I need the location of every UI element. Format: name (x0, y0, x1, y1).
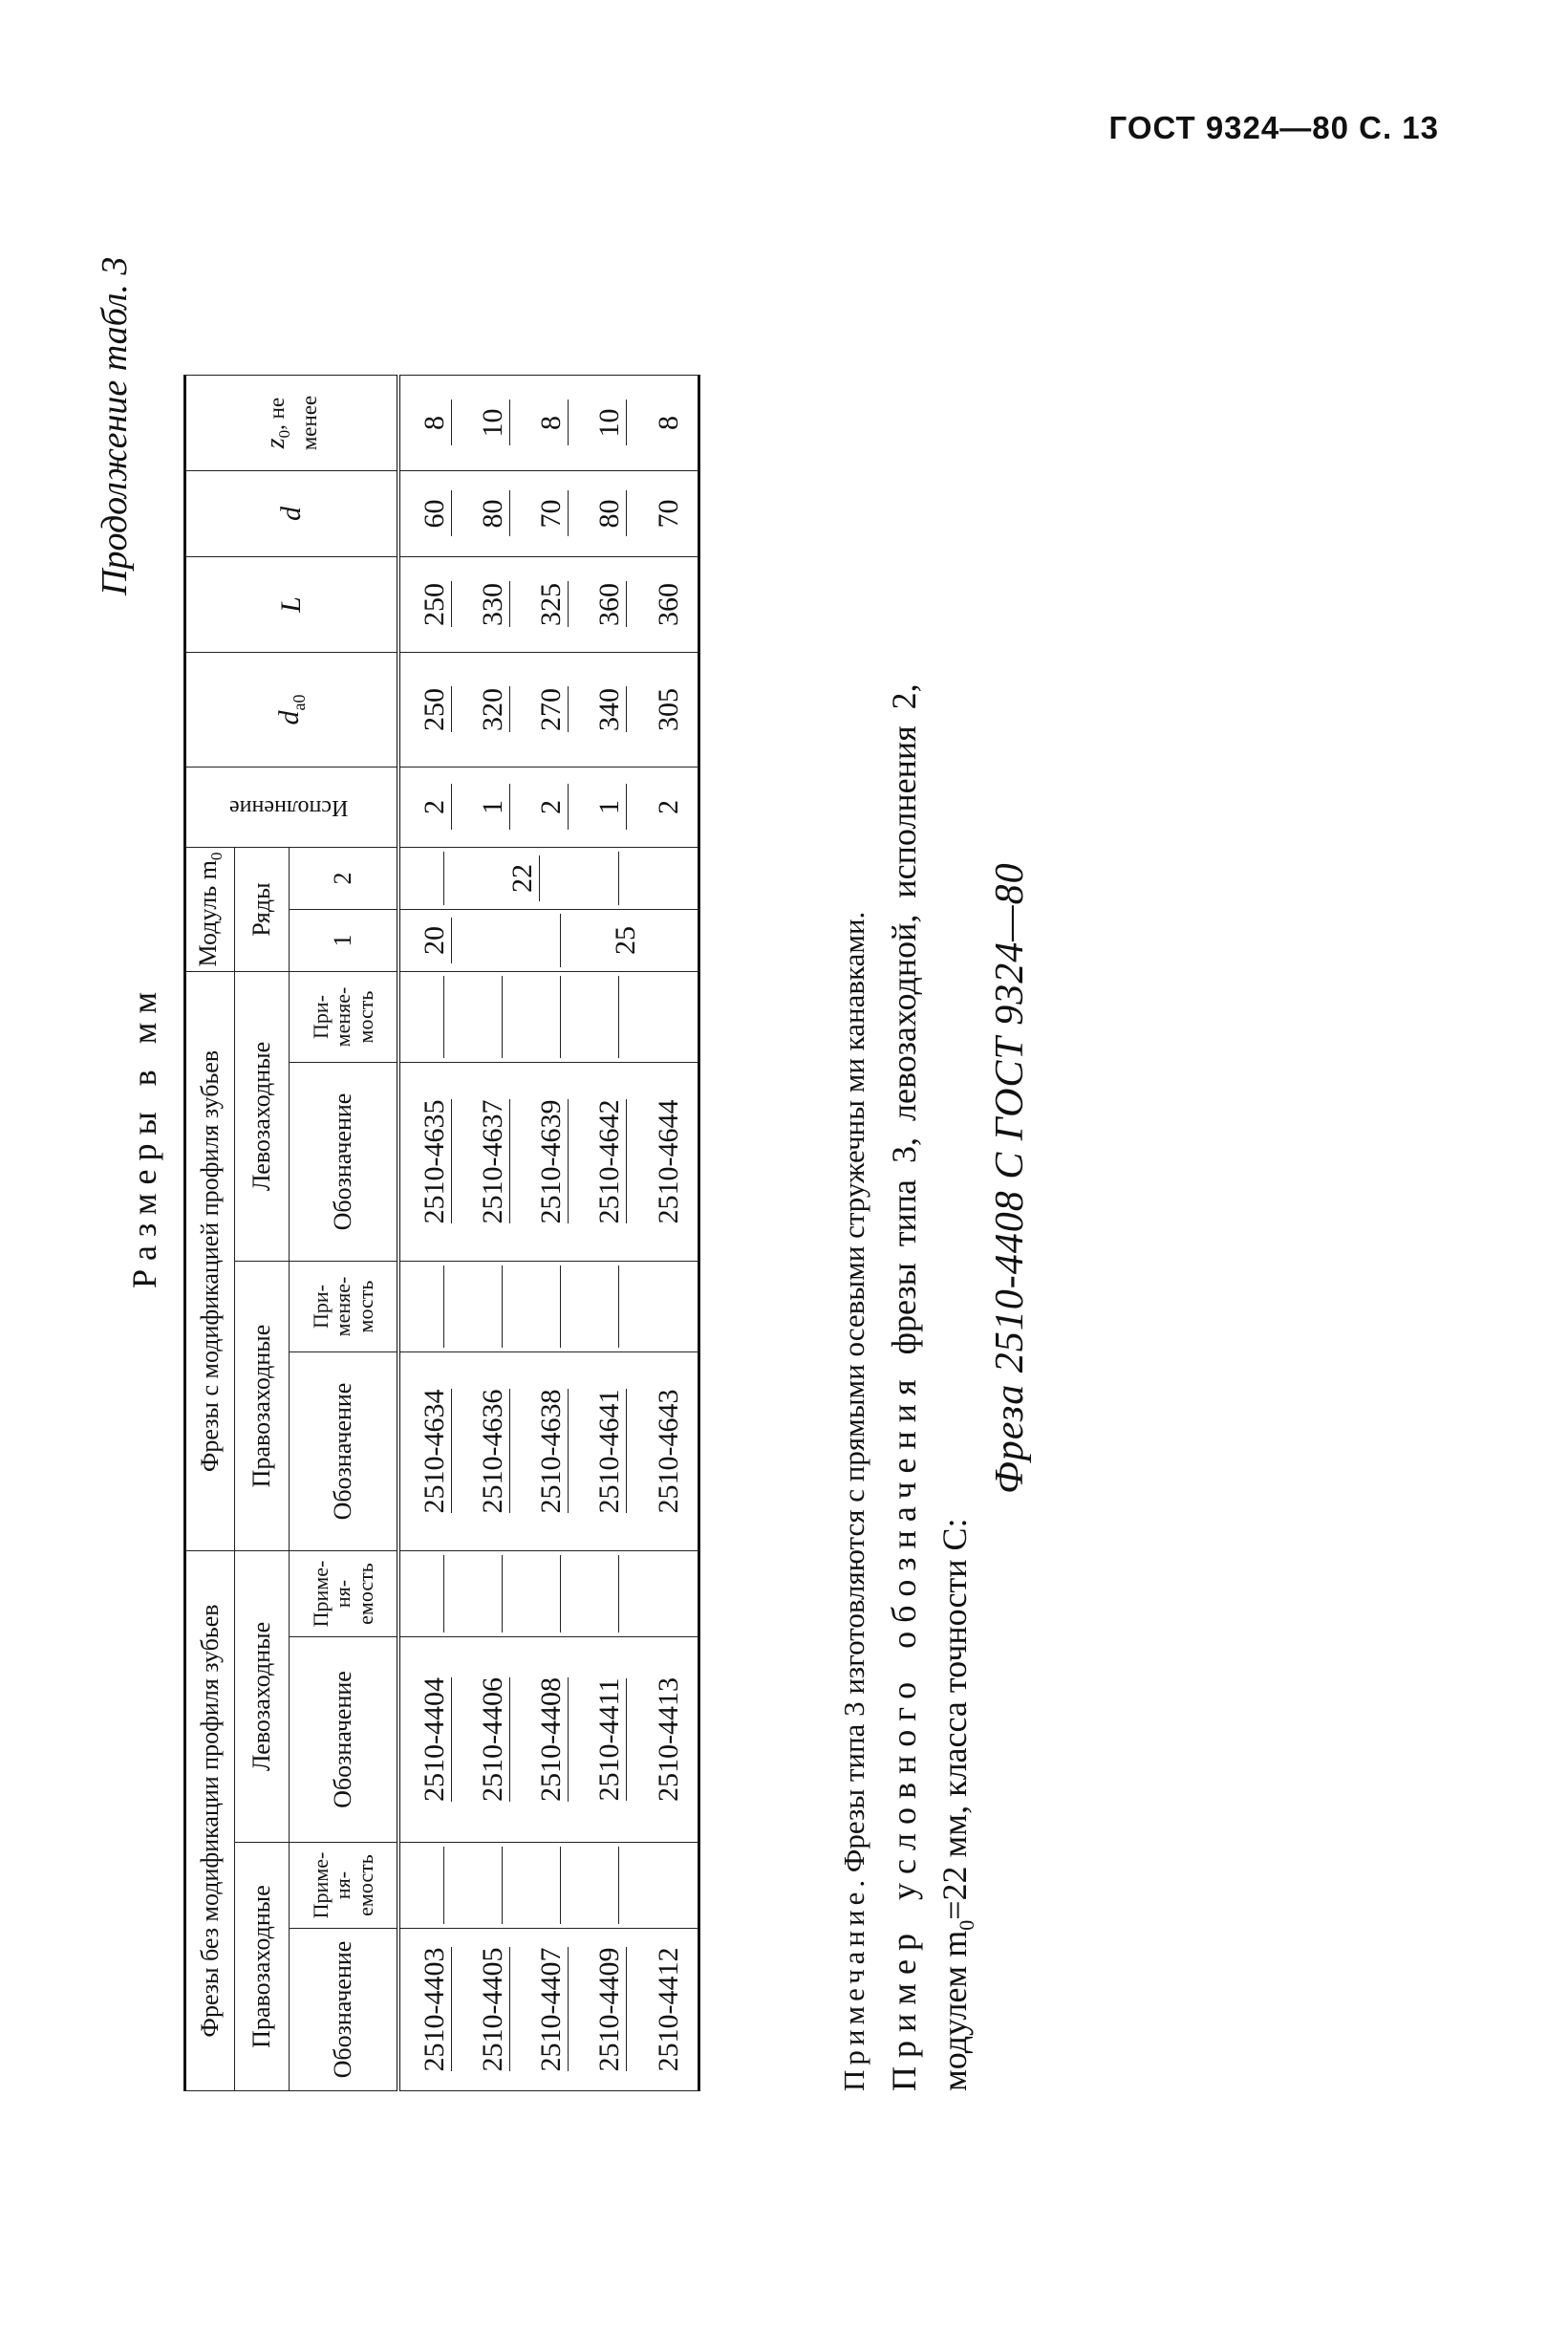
cell-applicability (581, 972, 639, 1063)
cell-module-row1: 20 (398, 910, 464, 972)
cell-da0: 250 (398, 653, 464, 768)
cell-code-left-mod: 2510-4642 (581, 1063, 639, 1262)
header-right-2: Правозаходные (235, 1262, 290, 1551)
header-no-modification: Фрезы без модификации профиля зубьев (185, 1551, 235, 2091)
cell-applicability (398, 1843, 464, 1929)
cell-code-left-nomod: 2510-4406 (464, 1637, 523, 1843)
cell-applicability (523, 1262, 581, 1352)
header-execution: Исполнение (185, 768, 399, 848)
header-designation-4: Обозначение (290, 1063, 399, 1262)
cell-l: 330 (464, 557, 523, 653)
cell-module-row1 (464, 910, 523, 972)
cell-d: 60 (398, 471, 464, 557)
table-note (837, 912, 871, 2091)
cell-code-right-mod: 2510-4638 (523, 1352, 581, 1551)
cell-applicability (523, 972, 581, 1063)
cell-da0: 305 (639, 653, 699, 768)
sizes-title: Размеры в мм (125, 983, 163, 1288)
header-designation-3: Обозначение (290, 1352, 399, 1551)
cell-module-row2 (581, 848, 639, 910)
cell-applicability (523, 1551, 581, 1637)
cell-code-left-nomod: 2510-4404 (398, 1637, 464, 1843)
header-applicability-3: При-меняе-мость (290, 1262, 399, 1352)
example-line-1 (884, 683, 924, 2091)
cell-l: 360 (639, 557, 699, 653)
header-module: Модуль $m_0$ (185, 848, 235, 972)
cell-applicability (639, 1551, 699, 1637)
cell-l: 360 (581, 557, 639, 653)
cell-d: 80 (464, 471, 523, 557)
header-rows: Ряды (235, 848, 290, 972)
header-z0: $z_0$, не менее (185, 376, 399, 471)
cell-module-row1 (523, 910, 581, 972)
cell-z0: 8 (523, 376, 581, 471)
cell-code-right-mod: 2510-4634 (398, 1352, 464, 1551)
dimensions-table (183, 375, 700, 2091)
table-row (398, 376, 464, 2091)
cell-applicability (398, 1262, 464, 1352)
header-left-1: Левозаходные (235, 1551, 290, 1843)
cell-code-right-nomod: 2510-4412 (639, 1929, 699, 2091)
table-row (464, 376, 523, 2091)
cell-applicability (398, 972, 464, 1063)
example-label: Пример условного обозначения (885, 1371, 923, 2091)
cell-applicability (581, 1262, 639, 1352)
cell-applicability (639, 972, 699, 1063)
header-applicability-4: При-меняе-мость (290, 972, 399, 1063)
cell-code-right-mod: 2510-4641 (581, 1352, 639, 1551)
page-header: ГОСТ 9324—80 С. 13 (1108, 110, 1439, 145)
cell-execution: 2 (523, 768, 581, 848)
note-text: . Фрезы типа 3 изготовляются с прямыми осевыми стружечны ми канавками. (837, 911, 870, 1888)
cell-z0: 8 (398, 376, 464, 471)
cell-applicability (464, 1551, 523, 1637)
header-row-2: 2 (290, 848, 399, 910)
example-text-1: фрезы типа 3, левозаходной, исполнения 2, (885, 683, 923, 1372)
cell-z0: 8 (639, 376, 699, 471)
cell-code-left-mod: 2510-4644 (639, 1063, 699, 1262)
cell-applicability (581, 1551, 639, 1637)
header-designation-2: Обозначение (290, 1637, 399, 1843)
cell-code-right-mod: 2510-4636 (464, 1352, 523, 1551)
cell-da0: 340 (581, 653, 639, 768)
designation-example: Фреза 2510-4408 С ГОСТ 9324—80 (988, 862, 1032, 1494)
cell-module-row2: 22 (464, 848, 581, 910)
table-row (523, 376, 581, 2091)
header-designation-1: Обозначение (290, 1929, 399, 2091)
header-left-2: Левозаходные (235, 972, 290, 1262)
header-row-1: 1 (290, 910, 399, 972)
cell-module-row2 (639, 848, 699, 910)
cell-module-row1: 25 (581, 910, 699, 972)
table-caption: Продолжение табл. 3 (95, 256, 135, 595)
header-applicability-2: Приме-ня-емость (290, 1551, 399, 1637)
cell-execution: 1 (464, 768, 523, 848)
cell-code-left-mod: 2510-4639 (523, 1063, 581, 1262)
cell-execution: 1 (581, 768, 639, 848)
cell-l: 250 (398, 557, 464, 653)
cell-code-left-nomod: 2510-4413 (639, 1637, 699, 1843)
cell-applicability (398, 1551, 464, 1637)
cell-module-row2 (398, 848, 464, 910)
table-row (639, 376, 699, 2091)
note-label: Примечание (837, 1887, 870, 2091)
cell-da0: 320 (464, 653, 523, 768)
cell-code-right-nomod: 2510-4409 (581, 1929, 639, 2091)
header-right-1: Правозаходные (235, 1843, 290, 2091)
cell-applicability (464, 1843, 523, 1929)
cell-da0: 270 (523, 653, 581, 768)
cell-d: 70 (523, 471, 581, 557)
header-d: d (185, 471, 399, 557)
cell-code-right-nomod: 2510-4407 (523, 1929, 581, 2091)
cell-applicability (523, 1843, 581, 1929)
header-l: L (185, 557, 399, 653)
cell-applicability (639, 1843, 699, 1929)
cell-z0: 10 (581, 376, 639, 471)
header-applicability-1: Приме-ня-емость (290, 1843, 399, 1929)
cell-d: 70 (639, 471, 699, 557)
table-row (581, 376, 639, 2091)
cell-code-left-nomod: 2510-4408 (523, 1637, 581, 1843)
cell-code-left-mod: 2510-4637 (464, 1063, 523, 1262)
cell-d: 80 (581, 471, 639, 557)
cell-applicability (639, 1262, 699, 1352)
example-line-2: модулем $m_0=22$ мм, класса точности С: (935, 1518, 979, 2091)
cell-code-left-nomod: 2510-4411 (581, 1637, 639, 1843)
cell-applicability (581, 1843, 639, 1929)
cell-l: 325 (523, 557, 581, 653)
cell-z0: 10 (464, 376, 523, 471)
cell-execution: 2 (639, 768, 699, 848)
header-da0: $d_{a0}$ (185, 653, 399, 768)
cell-code-left-mod: 2510-4635 (398, 1063, 464, 1262)
header-with-modification: Фрезы с модификацией профиля зубьев (185, 972, 235, 1551)
cell-applicability (464, 972, 523, 1063)
cell-applicability (464, 1262, 523, 1352)
cell-code-right-mod: 2510-4643 (639, 1352, 699, 1551)
cell-code-right-nomod: 2510-4403 (398, 1929, 464, 2091)
cell-code-right-nomod: 2510-4405 (464, 1929, 523, 2091)
cell-execution: 2 (398, 768, 464, 848)
